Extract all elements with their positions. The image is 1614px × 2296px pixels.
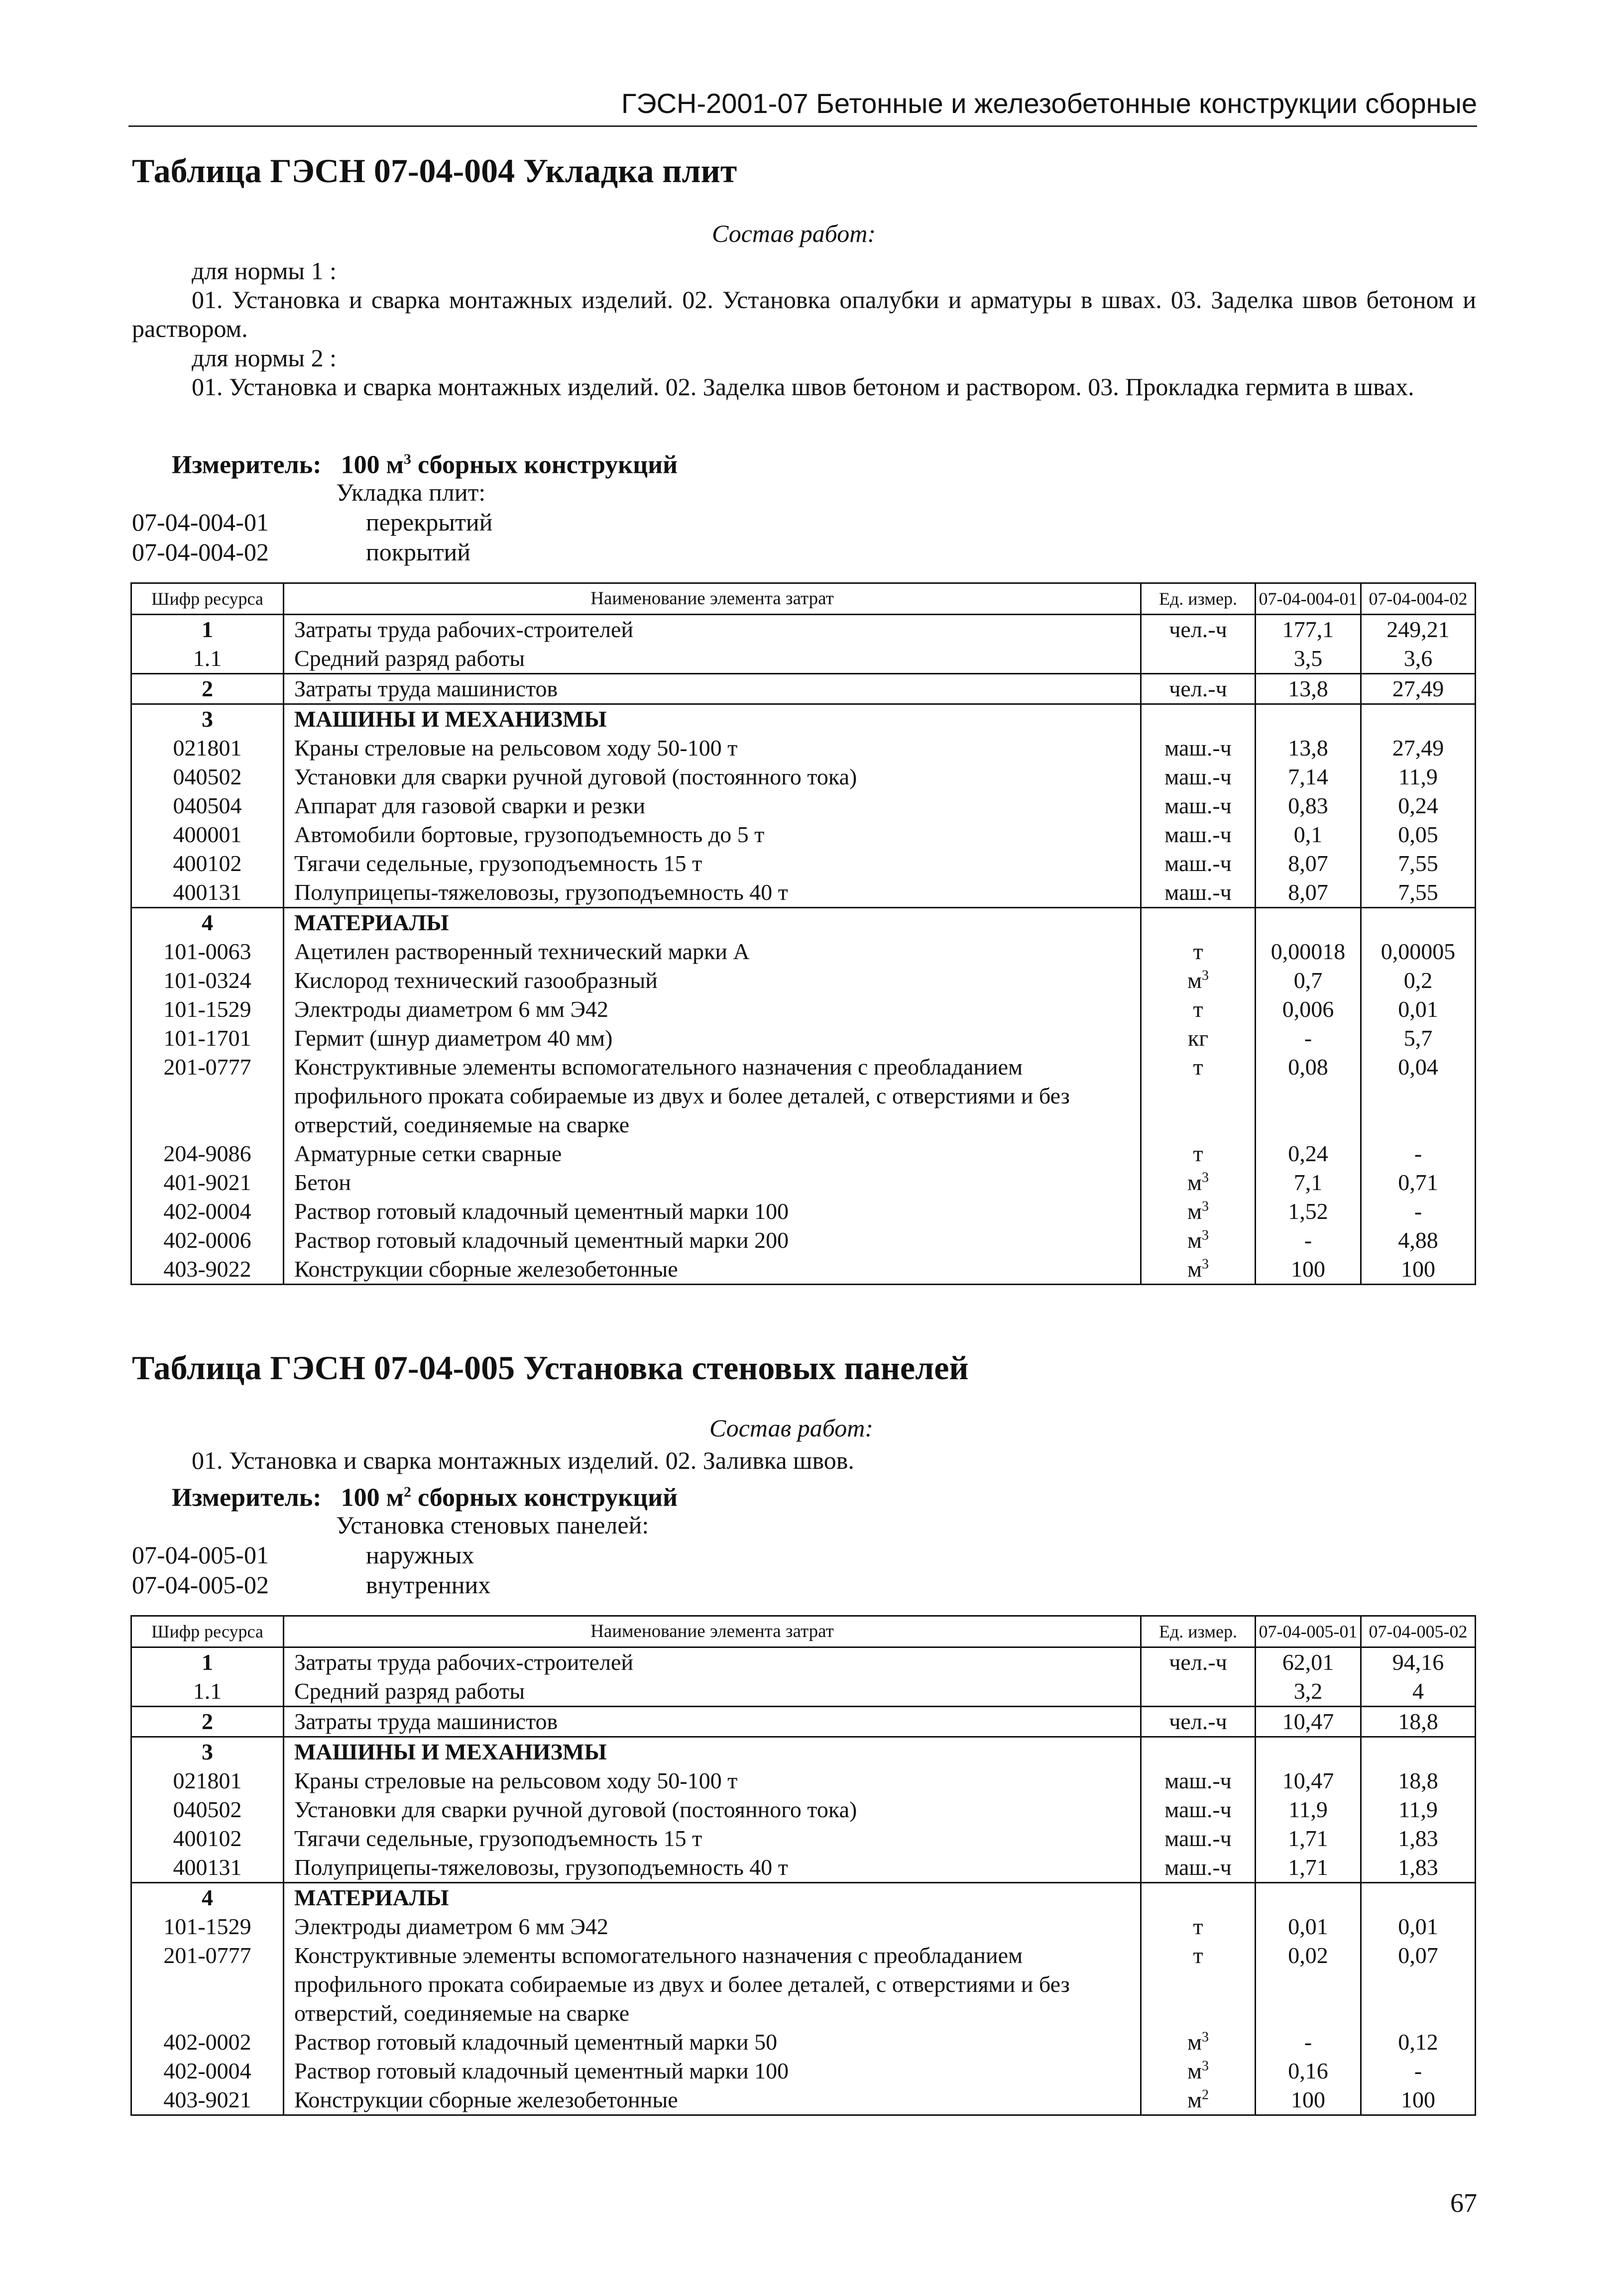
- value-variant-2: 94,16: [1361, 1647, 1476, 1677]
- unit-text: т: [1193, 996, 1203, 1022]
- resource-code: 201-0777: [131, 1941, 284, 2028]
- measure-label: Измеритель:: [172, 450, 322, 479]
- measure-rest: сборных конструкций: [411, 1483, 678, 1512]
- value-variant-1: 1,71: [1256, 1824, 1361, 1853]
- resource-code: 402-0002: [131, 2028, 284, 2057]
- unit-text: маш.-ч: [1164, 735, 1232, 761]
- variant-name: внутренних: [366, 1571, 491, 1599]
- unit-power: 3: [1202, 1199, 1209, 1214]
- table-title-07-04-004: Таблица ГЭСН 07-04-004 Укладка плит: [132, 152, 737, 190]
- resource-unit: [1141, 820, 1256, 849]
- resource-unit: [1141, 2028, 1256, 2057]
- unit-text: т: [1193, 1054, 1203, 1080]
- value-variant-2: 0,04: [1361, 1053, 1476, 1139]
- resource-unit: [1141, 1824, 1256, 1853]
- table-header-row: [131, 583, 1476, 615]
- resource-code: 400102: [131, 1824, 284, 1853]
- resource-unit: [1141, 849, 1256, 878]
- table-row: [131, 1197, 1476, 1226]
- unit-text: кг: [1187, 1025, 1209, 1051]
- resource-code: 2: [131, 674, 284, 704]
- resource-unit: [1141, 1647, 1256, 1677]
- table-row: [131, 995, 1476, 1024]
- resource-unit: [1141, 1766, 1256, 1795]
- resource-name: Аппарат для газовой сварки и резки: [284, 791, 1141, 820]
- resource-code: 1.1: [131, 1677, 284, 1707]
- table-row: [131, 1824, 1476, 1853]
- resource-name: Тягачи седельные, грузоподъемность 15 т: [284, 849, 1141, 878]
- value-variant-1: 3,2: [1256, 1677, 1361, 1707]
- variant-code: 07-04-005-02: [132, 1571, 269, 1599]
- variant-code: 07-04-005-01: [132, 1541, 269, 1569]
- resource-code: 2: [131, 1707, 284, 1737]
- resource-name: Установки для сварки ручной дуговой (постоянного тока): [284, 1795, 1141, 1824]
- norm1-label: для нормы 1 :: [192, 257, 337, 285]
- value-variant-2: 0,2: [1361, 966, 1476, 995]
- value-variant-1: 13,8: [1256, 734, 1361, 763]
- resource-name: Полуприцепы-тяжеловозы, грузоподъемность 40 т: [284, 1853, 1141, 1883]
- table-row: [131, 966, 1476, 995]
- variant-code: 07-04-004-02: [132, 538, 269, 566]
- resource-code: 400001: [131, 820, 284, 849]
- value-variant-2: 100: [1361, 2085, 1476, 2115]
- value-variant-2: 4: [1361, 1677, 1476, 1707]
- value-variant-1: -: [1256, 2028, 1361, 2057]
- resource-code: 3: [131, 704, 284, 734]
- table-row: [131, 1024, 1476, 1053]
- unit-power: 2: [1202, 2087, 1209, 2103]
- value-variant-2: 7,55: [1361, 849, 1476, 878]
- measure-unit-power: 3: [404, 451, 412, 467]
- measure-unit-power: 2: [404, 1484, 412, 1500]
- resource-name: Раствор готовый кладочный цементный марки 100: [284, 2057, 1141, 2085]
- resource-code: 402-0004: [131, 2057, 284, 2085]
- unit-text: маш.-ч: [1164, 879, 1232, 905]
- value-variant-1: 0,7: [1256, 966, 1361, 995]
- resource-table-07-04-005: [130, 1615, 1476, 2116]
- resource-name: Затраты труда машинистов: [284, 674, 1141, 704]
- value-variant-2: 18,8: [1361, 1766, 1476, 1795]
- resource-name: Кислород технический газообразный: [284, 966, 1141, 995]
- resource-name: Тягачи седельные, грузоподъемность 15 т: [284, 1824, 1141, 1853]
- resource-name: Затраты труда рабочих-строителей: [284, 1647, 1141, 1677]
- unit-power: 3: [1202, 968, 1209, 984]
- resource-name: Ацетилен растворенный технический марки А: [284, 937, 1141, 966]
- value-variant-2: 0,00005: [1361, 937, 1476, 966]
- value-variant-2: 0,24: [1361, 791, 1476, 820]
- value-variant-2: [1361, 1883, 1476, 1913]
- table-row: [131, 908, 1476, 938]
- unit-power: 3: [1202, 1170, 1209, 1186]
- resource-name: МАТЕРИАЛЫ: [284, 908, 1141, 938]
- value-variant-1: [1256, 908, 1361, 938]
- resource-code: 101-1701: [131, 1024, 284, 1053]
- unit-text: м: [1187, 1227, 1202, 1253]
- value-variant-2: 11,9: [1361, 763, 1476, 791]
- unit-text: маш.-ч: [1164, 1855, 1232, 1880]
- resource-unit: [1141, 995, 1256, 1024]
- value-variant-1: [1256, 704, 1361, 734]
- resource-unit: [1141, 1795, 1256, 1824]
- unit-power: 3: [1202, 2058, 1209, 2074]
- unit-text: т: [1193, 1943, 1203, 1968]
- resource-code: 3: [131, 1737, 284, 1767]
- unit-text: маш.-ч: [1164, 793, 1232, 818]
- col-header-variant-1: 07-04-004-01: [1256, 583, 1361, 615]
- norm2-label: для нормы 2 :: [192, 344, 337, 372]
- value-variant-2: 18,8: [1361, 1707, 1476, 1737]
- resource-unit: [1141, 734, 1256, 763]
- resource-name: Конструкции сборные железобетонные: [284, 1255, 1141, 1285]
- value-variant-1: 11,9: [1256, 1795, 1361, 1824]
- table-row: [131, 1168, 1476, 1197]
- resource-code: 204-9086: [131, 1139, 284, 1168]
- variant-name: наружных: [366, 1541, 474, 1569]
- resource-name: Бетон: [284, 1168, 1141, 1197]
- table-row: [131, 674, 1476, 704]
- table-row: [131, 2085, 1476, 2115]
- unit-text: т: [1193, 1914, 1203, 1939]
- resource-code: 040502: [131, 1795, 284, 1824]
- resource-code: 401-9021: [131, 1168, 284, 1197]
- composition-heading: Состав работ:: [709, 1414, 874, 1442]
- resource-name: Конструктивные элементы вспомогательного назначения с преобладанием профильного проката собираемые из двух и более деталей, с отверстиями и без отверстий, соединяемые на сварке: [284, 1941, 1141, 2028]
- unit-text: м: [1187, 2087, 1202, 2112]
- resource-name: Конструкции сборные железобетонные: [284, 2085, 1141, 2115]
- resource-unit: [1141, 791, 1256, 820]
- value-variant-2: 27,49: [1361, 674, 1476, 704]
- resource-name: Краны стреловые на рельсовом ходу 50-100 т: [284, 1766, 1141, 1795]
- value-variant-2: [1361, 1737, 1476, 1767]
- value-variant-1: 3,5: [1256, 644, 1361, 674]
- resource-unit: [1141, 1677, 1256, 1707]
- resource-code: 400131: [131, 1853, 284, 1883]
- resource-unit: [1141, 1941, 1256, 2028]
- value-variant-2: 7,55: [1361, 878, 1476, 908]
- value-variant-1: 1,52: [1256, 1197, 1361, 1226]
- unit-text: маш.-ч: [1164, 764, 1232, 789]
- value-variant-2: 100: [1361, 1255, 1476, 1285]
- resource-unit: [1141, 763, 1256, 791]
- unit-text: чел.-ч: [1169, 1649, 1227, 1675]
- table-row: [131, 615, 1476, 645]
- value-variant-1: 100: [1256, 2085, 1361, 2115]
- value-variant-1: [1256, 1737, 1361, 1767]
- unit-power: 3: [1202, 1256, 1209, 1272]
- value-variant-1: 0,83: [1256, 791, 1361, 820]
- resource-name: Затраты труда машинистов: [284, 1707, 1141, 1737]
- unit-text: м: [1187, 1170, 1202, 1195]
- resource-unit: [1141, 1255, 1256, 1285]
- resource-code: 1: [131, 1647, 284, 1677]
- resource-unit: [1141, 1707, 1256, 1737]
- unit-text: чел.-ч: [1169, 617, 1227, 642]
- table-row: [131, 734, 1476, 763]
- resource-name: Гермит (шнур диаметром 40 мм): [284, 1024, 1141, 1053]
- col-header-unit: Ед. измер.: [1141, 583, 1256, 615]
- table-row: [131, 644, 1476, 674]
- table-row: [131, 1707, 1476, 1737]
- resource-name: МАТЕРИАЛЫ: [284, 1883, 1141, 1913]
- measure-line: [172, 444, 678, 480]
- resource-code: 101-0063: [131, 937, 284, 966]
- table-row: [131, 1941, 1476, 2028]
- resource-code: 040504: [131, 791, 284, 820]
- value-variant-2: 5,7: [1361, 1024, 1476, 1053]
- table-row: [131, 1912, 1476, 1941]
- variant-name: перекрытий: [366, 508, 493, 536]
- table-row: [131, 791, 1476, 820]
- table-row: [131, 1853, 1476, 1883]
- table-row: [131, 704, 1476, 734]
- value-variant-2: 4,88: [1361, 1226, 1476, 1255]
- value-variant-1: 8,07: [1256, 849, 1361, 878]
- value-variant-1: 10,47: [1256, 1707, 1361, 1737]
- resource-unit: [1141, 674, 1256, 704]
- value-variant-2: [1361, 704, 1476, 734]
- resource-unit: [1141, 1053, 1256, 1139]
- unit-text: м: [1187, 2058, 1202, 2083]
- resource-name: Раствор готовый кладочный цементный марки 100: [284, 1197, 1141, 1226]
- resource-name: Автомобили бортовые, грузоподъемность до 5 т: [284, 820, 1141, 849]
- value-variant-2: 3,6: [1361, 644, 1476, 674]
- unit-text: м: [1187, 968, 1202, 993]
- resource-unit: [1141, 1912, 1256, 1941]
- value-variant-1: 7,1: [1256, 1168, 1361, 1197]
- running-header: ГЭСН-2001-07 Бетонные и железобетонные конструкции сборные: [128, 84, 1477, 127]
- resource-code: 403-9021: [131, 2085, 284, 2115]
- table-row: [131, 2028, 1476, 2057]
- value-variant-2: 0,05: [1361, 820, 1476, 849]
- table-row: [131, 1795, 1476, 1824]
- value-variant-1: 7,14: [1256, 763, 1361, 791]
- resource-name: Полуприцепы-тяжеловозы, грузоподъемность 40 т: [284, 878, 1141, 908]
- resource-code: 4: [131, 1883, 284, 1913]
- col-header-variant-2: 07-04-005-02: [1361, 1616, 1476, 1647]
- resource-unit: [1141, 1139, 1256, 1168]
- table-header-row: [131, 1616, 1476, 1647]
- resource-code: 101-1529: [131, 1912, 284, 1941]
- resource-unit: [1141, 1853, 1256, 1883]
- variant-code: 07-04-004-01: [132, 508, 269, 536]
- resource-unit: [1141, 1197, 1256, 1226]
- resource-unit: [1141, 878, 1256, 908]
- value-variant-2: 11,9: [1361, 1795, 1476, 1824]
- resource-unit: [1141, 644, 1256, 674]
- resource-name: Краны стреловые на рельсовом ходу 50-100 т: [284, 734, 1141, 763]
- value-variant-1: 0,01: [1256, 1912, 1361, 1941]
- resource-unit: [1141, 1168, 1256, 1197]
- value-variant-1: 13,8: [1256, 674, 1361, 704]
- value-variant-1: 0,006: [1256, 995, 1361, 1024]
- value-variant-2: 0,01: [1361, 1912, 1476, 1941]
- value-variant-1: [1256, 1883, 1361, 1913]
- resource-code: 403-9022: [131, 1255, 284, 1285]
- unit-power: 3: [1202, 2029, 1209, 2045]
- resource-code: 101-0324: [131, 966, 284, 995]
- unit-text: м: [1187, 1199, 1202, 1224]
- col-header-name: Наименование элемента затрат: [284, 1616, 1141, 1647]
- table-row: [131, 1766, 1476, 1795]
- value-variant-1: -: [1256, 1024, 1361, 1053]
- value-variant-1: -: [1256, 1226, 1361, 1255]
- value-variant-1: 0,02: [1256, 1941, 1361, 2028]
- unit-text: т: [1193, 1141, 1203, 1166]
- resource-name: Конструктивные элементы вспомогательного назначения с преобладанием профильного проката собираемые из двух и более деталей, с отверстиями и без отверстий, соединяемые на сварке: [284, 1053, 1141, 1139]
- value-variant-1: 0,00018: [1256, 937, 1361, 966]
- unit-text: м: [1187, 1256, 1202, 1282]
- page-number: 67: [1450, 2188, 1477, 2218]
- resource-unit: [1141, 1737, 1256, 1767]
- value-variant-2: [1361, 908, 1476, 938]
- value-variant-1: 1,71: [1256, 1853, 1361, 1883]
- table-row: [131, 1255, 1476, 1285]
- resource-unit: [1141, 908, 1256, 938]
- value-variant-1: 62,01: [1256, 1647, 1361, 1677]
- col-header-code: Шифр ресурса: [131, 583, 284, 615]
- resource-code: 021801: [131, 1766, 284, 1795]
- value-variant-2: 0,01: [1361, 995, 1476, 1024]
- resource-code: 040502: [131, 763, 284, 791]
- value-variant-2: 249,21: [1361, 615, 1476, 645]
- value-variant-1: 0,08: [1256, 1053, 1361, 1139]
- table-row: [131, 878, 1476, 908]
- value-variant-2: 0,71: [1361, 1168, 1476, 1197]
- table-row: [131, 1883, 1476, 1913]
- resource-code: 402-0006: [131, 1226, 284, 1255]
- measure-value: 100 м: [341, 1483, 404, 1512]
- variants-subtitle: Установка стеновых панелей:: [336, 1511, 649, 1539]
- norm2-text: 01. Установка и сварка монтажных изделий. 02. Заделка швов бетоном и раствором. 03. Прокладка гермита в швах.: [192, 373, 1414, 401]
- value-variant-1: 177,1: [1256, 615, 1361, 645]
- value-variant-2: -: [1361, 1139, 1476, 1168]
- value-variant-1: 0,24: [1256, 1139, 1361, 1168]
- measure-line: [172, 1477, 678, 1513]
- value-variant-2: 0,07: [1361, 1941, 1476, 2028]
- unit-text: маш.-ч: [1164, 1797, 1232, 1822]
- resource-name: Арматурные сетки сварные: [284, 1139, 1141, 1168]
- measure-rest: сборных конструкций: [411, 450, 678, 479]
- variants-subtitle: Укладка плит:: [336, 478, 486, 506]
- resource-name: Раствор готовый кладочный цементный марки 200: [284, 1226, 1141, 1255]
- table-row: [131, 1226, 1476, 1255]
- unit-text: маш.-ч: [1164, 1826, 1232, 1851]
- works-text: 01. Установка и сварка монтажных изделий. 02. Заливка швов.: [192, 1446, 854, 1474]
- value-variant-2: 1,83: [1361, 1853, 1476, 1883]
- resource-name: Установки для сварки ручной дуговой (постоянного тока): [284, 763, 1141, 791]
- resource-code: 400102: [131, 849, 284, 878]
- composition-heading: Состав работ:: [712, 219, 876, 247]
- unit-text: маш.-ч: [1164, 851, 1232, 876]
- table-row: [131, 1677, 1476, 1707]
- col-header-code: Шифр ресурса: [131, 1616, 284, 1647]
- table-row: [131, 937, 1476, 966]
- table-row: [131, 763, 1476, 791]
- resource-code: 021801: [131, 734, 284, 763]
- resource-unit: [1141, 1024, 1256, 1053]
- value-variant-2: 0,12: [1361, 2028, 1476, 2057]
- resource-code: 4: [131, 908, 284, 938]
- value-variant-2: -: [1361, 1197, 1476, 1226]
- resource-code: 201-0777: [131, 1053, 284, 1139]
- resource-code: 1: [131, 615, 284, 645]
- unit-text: м: [1187, 2029, 1202, 2055]
- table-title-07-04-005: Таблица ГЭСН 07-04-005 Установка стеновых панелей: [132, 1349, 969, 1387]
- measure-value: 100 м: [341, 450, 404, 479]
- col-header-unit: Ед. измер.: [1141, 1616, 1256, 1647]
- table-row: [131, 820, 1476, 849]
- resource-unit: [1141, 1883, 1256, 1913]
- resource-name: Раствор готовый кладочный цементный марки 50: [284, 2028, 1141, 2057]
- resource-unit: [1141, 1226, 1256, 1255]
- table-row: [131, 2057, 1476, 2085]
- resource-unit: [1141, 937, 1256, 966]
- norm1-text: 01. Установка и сварка монтажных изделий. 02. Установка опалубки и арматуры в швах. 03. Заделка швов бетоном и раствором.: [132, 286, 1476, 342]
- resource-name: Средний разряд работы: [284, 644, 1141, 674]
- resource-name: Затраты труда рабочих-строителей: [284, 615, 1141, 645]
- resource-code: 1.1: [131, 644, 284, 674]
- unit-text: чел.-ч: [1169, 676, 1227, 701]
- resource-name: Электроды диаметром 6 мм Э42: [284, 995, 1141, 1024]
- value-variant-2: 27,49: [1361, 734, 1476, 763]
- value-variant-2: 1,83: [1361, 1824, 1476, 1853]
- resource-table-07-04-004: [130, 582, 1476, 1285]
- resource-code: 402-0004: [131, 1197, 284, 1226]
- resource-name: МАШИНЫ И МЕХАНИЗМЫ: [284, 1737, 1141, 1767]
- resource-name: Электроды диаметром 6 мм Э42: [284, 1912, 1141, 1941]
- resource-name: Средний разряд работы: [284, 1677, 1141, 1707]
- unit-text: маш.-ч: [1164, 1768, 1232, 1793]
- resource-unit: [1141, 615, 1256, 645]
- unit-text: маш.-ч: [1164, 822, 1232, 847]
- resource-code: 400131: [131, 878, 284, 908]
- table-row: [131, 1647, 1476, 1677]
- col-header-variant-1: 07-04-005-01: [1256, 1616, 1361, 1647]
- value-variant-2: -: [1361, 2057, 1476, 2085]
- resource-unit: [1141, 2057, 1256, 2085]
- col-header-variant-2: 07-04-004-02: [1361, 583, 1476, 615]
- value-variant-1: 10,47: [1256, 1766, 1361, 1795]
- resource-unit: [1141, 2085, 1256, 2115]
- unit-text: т: [1193, 939, 1203, 964]
- table-row: [131, 1737, 1476, 1767]
- resource-unit: [1141, 966, 1256, 995]
- value-variant-1: 0,16: [1256, 2057, 1361, 2085]
- resource-unit: [1141, 704, 1256, 734]
- measure-label: Измеритель:: [172, 1483, 322, 1512]
- unit-text: чел.-ч: [1169, 1709, 1227, 1734]
- resource-name: МАШИНЫ И МЕХАНИЗМЫ: [284, 704, 1141, 734]
- value-variant-1: 0,1: [1256, 820, 1361, 849]
- value-variant-1: 100: [1256, 1255, 1361, 1285]
- table-row: [131, 1139, 1476, 1168]
- value-variant-1: 8,07: [1256, 878, 1361, 908]
- resource-code: 101-1529: [131, 995, 284, 1024]
- table-row: [131, 1053, 1476, 1139]
- table-row: [131, 849, 1476, 878]
- variant-name: покрытий: [366, 538, 471, 566]
- col-header-name: Наименование элемента затрат: [284, 583, 1141, 615]
- unit-power: 3: [1202, 1227, 1209, 1243]
